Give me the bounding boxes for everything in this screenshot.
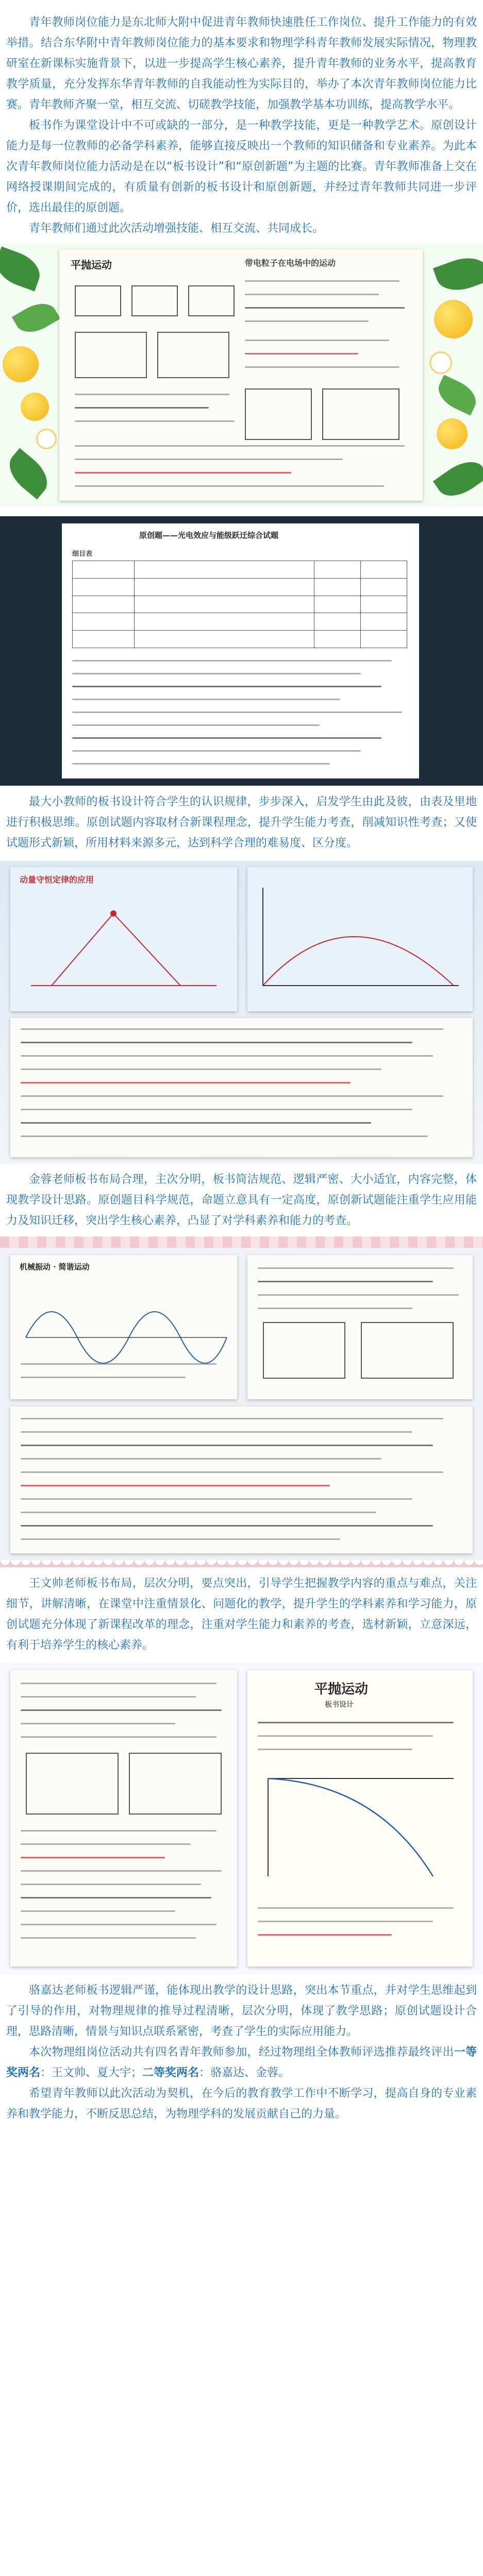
first-prize-label: 一等奖两名 bbox=[6, 2046, 477, 2079]
original-question-photo bbox=[0, 516, 483, 786]
board-4-title: 平抛运动 bbox=[314, 1682, 369, 1697]
notes-panel-3 bbox=[10, 1406, 473, 1553]
board-2-title: 动量守恒定律的应用 bbox=[20, 875, 94, 885]
board-left-panel bbox=[10, 867, 237, 1011]
worksheet-right bbox=[247, 1670, 473, 1967]
activity-summary-paragraph: 青年教师们通过此次活动增强技能、相互交流、共同成长。 bbox=[29, 222, 324, 235]
board-worksheet bbox=[10, 1018, 473, 1157]
first-prize-winners: ：王文帅、夏大宇； bbox=[40, 2066, 143, 2079]
board-design-photo-4 bbox=[0, 1663, 483, 1974]
question-sheet bbox=[62, 523, 419, 778]
question-table-heading: 细目表 bbox=[72, 550, 93, 558]
second-prize-label: 二等奖两名 bbox=[142, 2066, 199, 2079]
board-3-title: 机械振动 · 简谐运动 bbox=[20, 1262, 90, 1272]
decorative-band bbox=[0, 1236, 483, 1248]
award-results-paragraph bbox=[0, 2042, 483, 2083]
closing-paragraph: 希望青年教师以此次活动为契机，在今后的教育教学工作中不断学习，提高自身的专业素养和教学能力，不断反思总结，为物理学科的发展贡献自己的力量。 bbox=[6, 2087, 477, 2121]
board-subtitle: 带电粒子在电场中的运动 bbox=[245, 258, 336, 268]
board-design-photo-3 bbox=[0, 1248, 483, 1560]
second-prize-winners: ：骆嘉达、金蓉。 bbox=[199, 2066, 290, 2079]
board-notes-sheet bbox=[59, 249, 423, 501]
notes-panel-2 bbox=[247, 1255, 473, 1399]
board-design-photo-1 bbox=[0, 243, 483, 507]
board-right-panel bbox=[247, 867, 473, 1011]
teacher-3-paragraph: 王文帅老师板书布局，层次分明，要点突出，引导学生把握教学内容的重点与难点，关注细节，讲解清晰，在课堂中注重情景化、问题化的教学，提升学生的学科素养和学习能力，原创试题充分体现了新课程改革的理念，注重对学生能力和素养的考查，选材新颖，立意深远，有利于培养学生的核心素养。 bbox=[6, 1577, 477, 1652]
board-title: 平抛运动 bbox=[71, 259, 112, 271]
question-table bbox=[72, 561, 407, 648]
intro-paragraph: 青年教师岗位能力是东北师大附中促进青年教师快速胜任工作岗位、提升工作能力的有效举措。结合东华附中青年教师岗位能力的基本要求和物理学科青年教师发展实际情况，物理教研室在新课标实施背景下，以进一步提高学生核心素养，提升青年教师的业务水平，提高教育教学质量，充分发挥东华青年教师的自我能动性为实际目的，举办了本次青年教师岗位能力比赛。青年教师齐聚一堂，相互交流、切磋教学技能，加强教学基本功训练，提高教学水平。 bbox=[6, 16, 477, 111]
worksheet-left bbox=[10, 1670, 237, 1967]
teacher-1-paragraph: 最大小教师的板书设计符合学生的认识规律，步步深入，启发学生由此及彼，由表及里地进行积极思维。原创试题内容取材合新课程理念，提升学生能力考查，削减知识性考查；又使试题形式新颖，所用材料来源多元，达到科学合理的难易度、区分度。 bbox=[6, 795, 477, 850]
teacher-2-paragraph: 金蓉老师板书布局合理，主次分明，板书简洁规范、逻辑严密、大小适宜，内容完整，体现教学设计思路。原创题目科学规范，命题立意具有一定高度，原创新试题能注重学生应用能力及知识迁移，突出学生核心素养，凸显了对学科素养和能力的考查。 bbox=[6, 1173, 477, 1227]
decorative-wave bbox=[0, 1560, 483, 1567]
board-4-caption: 板书设计 bbox=[325, 1701, 354, 1709]
question-title: 原创题——光电效应与能级跃迁综合试题 bbox=[139, 531, 279, 540]
award-intro: 本次物理组岗位活动共有四名青年教师参加，经过物理组全体教师评选推荐最终评出 bbox=[29, 2046, 454, 2059]
teacher-4-paragraph: 骆嘉达老师板书逻辑严谨，能体现出教学的设计思路，突出本节重点，并对学生思维起到了引导的作用，对物理规律的推导过程清晰，层次分明，体现了教学思路；原创试题设计合理，思路清晰，情景与知识点联系紧密，考查了学生的实际应用能力。 bbox=[6, 1984, 477, 2038]
notes-panel-1 bbox=[10, 1255, 237, 1399]
board-design-paragraph: 板书作为课堂设计中不可或缺的一部分，是一种教学技能，更是一种教学艺术。原创设计能力是每一位教师的必备学科素养，能够直接反映出一个教师的知识储备和专业素养。为此本次青年教师岗位能力活动是在以“板书设计”和“原创新题”为主题的比赛。青年教师准备上交在网络授课期间完成的，有质量有创新的板书设计和原创新题，并经过青年教师共同进一步评价，选出最佳的原创题。 bbox=[6, 119, 477, 214]
board-design-photo-2 bbox=[0, 861, 483, 1163]
